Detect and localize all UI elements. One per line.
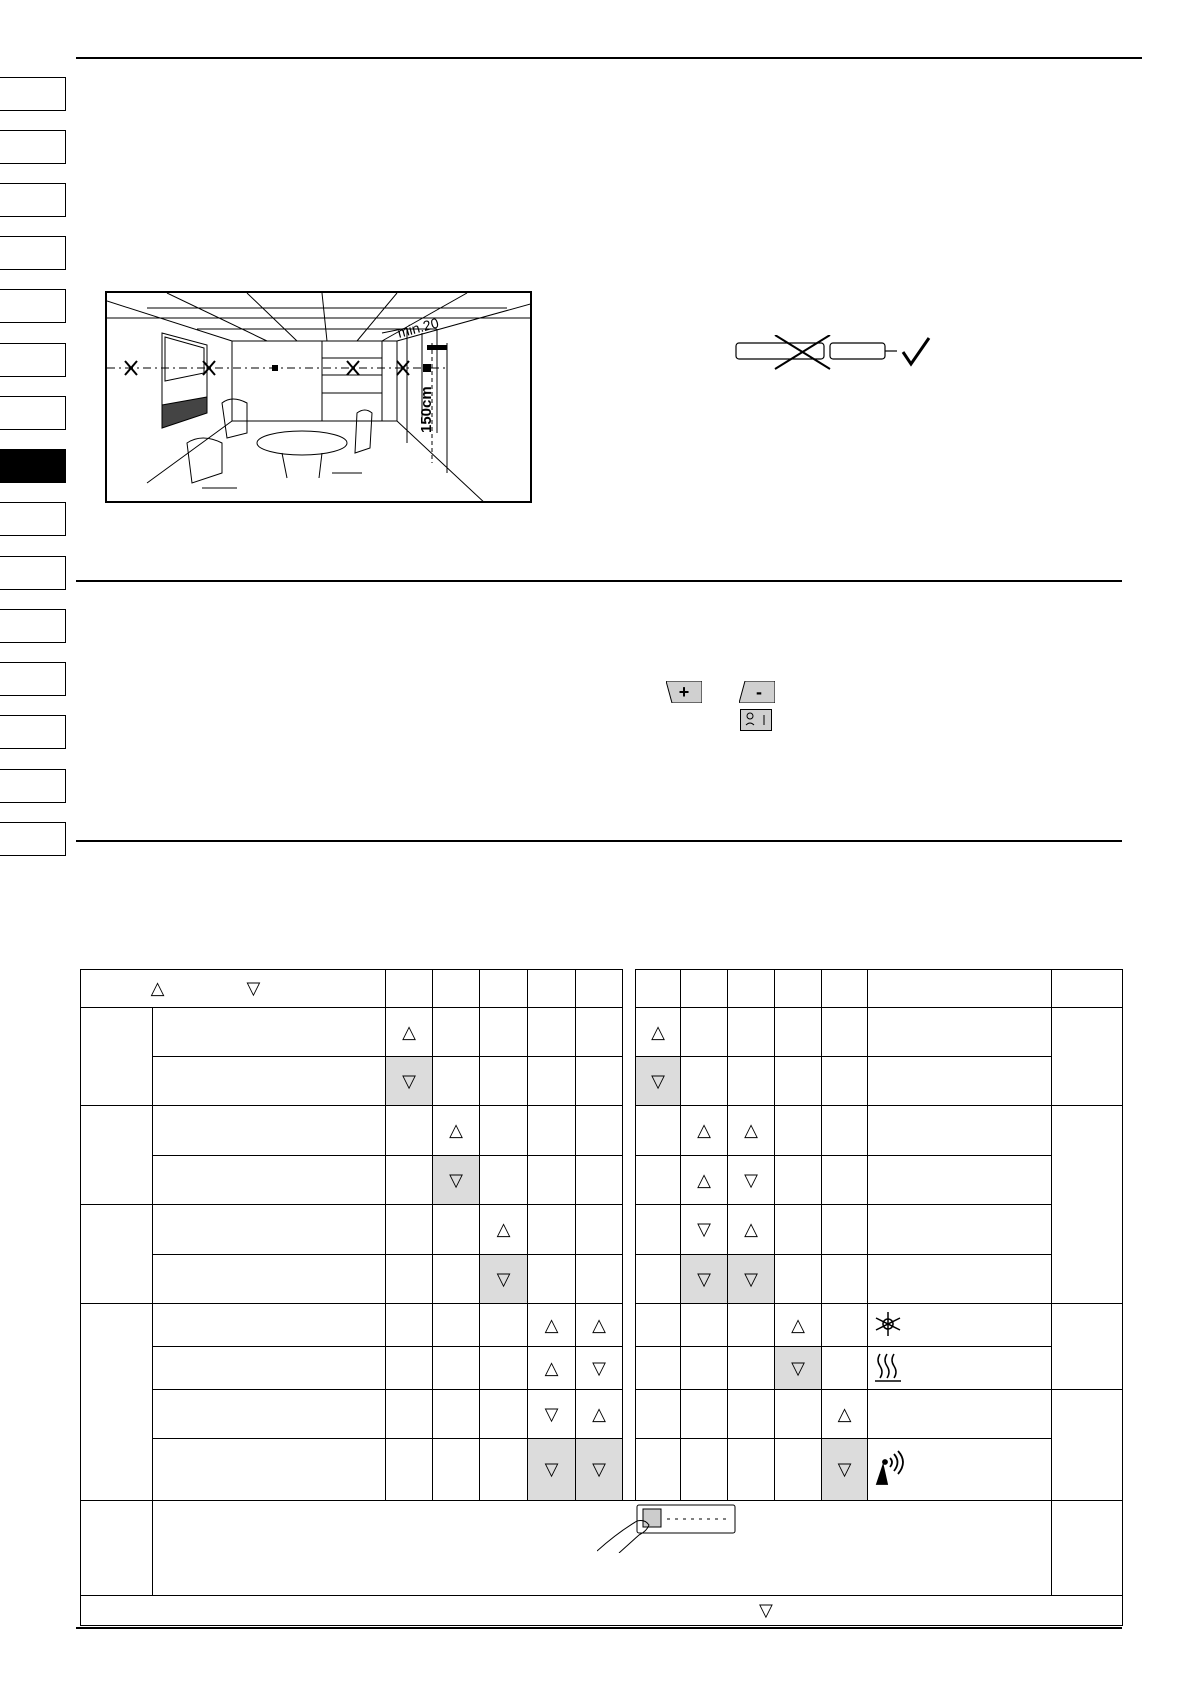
header-up-triangle: △ [150, 978, 165, 999]
side-tab-8-active[interactable] [0, 449, 66, 483]
plus-key-icon [666, 681, 702, 703]
mode-key-icon [740, 709, 772, 731]
bottom-rule [76, 1627, 1122, 1629]
checkmark-icon [903, 338, 929, 364]
side-tab-2[interactable] [0, 130, 66, 164]
top-rule [76, 57, 1142, 59]
function-table [80, 969, 1123, 1626]
section-rule-1 [76, 580, 1122, 582]
hand-pressing-button-illustration [597, 1503, 737, 1553]
side-tab-11[interactable] [0, 609, 66, 643]
side-tab-4[interactable] [0, 236, 66, 270]
side-tab-5[interactable] [0, 289, 66, 323]
side-tab-1[interactable] [0, 77, 66, 111]
table-row: ▽ ▽ ▽ [81, 1255, 1123, 1304]
height-label: 150cm [418, 386, 435, 433]
table-row: △ △ △ [81, 1304, 1123, 1347]
table-row: ▽ ▽ ▽ [81, 1439, 1123, 1501]
table-footer-row [81, 1596, 1123, 1626]
svg-text:+: + [678, 682, 690, 702]
section-rule-2 [76, 840, 1122, 842]
side-tab-13[interactable] [0, 715, 66, 749]
table-row [81, 1501, 1123, 1596]
side-tab-15[interactable] [0, 822, 66, 856]
minus-key-icon [739, 681, 775, 703]
heating-icon [868, 1347, 1052, 1390]
snowflake-icon [868, 1304, 1052, 1347]
sensor-cable-illustration [735, 335, 940, 370]
side-tab-3[interactable] [0, 183, 66, 217]
side-tab-9[interactable] [0, 502, 66, 536]
svg-text:-: - [756, 682, 762, 702]
table-row: ▽ △ ▽ [81, 1156, 1123, 1205]
room-installation-illustration [105, 291, 532, 503]
side-tab-10[interactable] [0, 556, 66, 590]
side-tab-14[interactable] [0, 769, 66, 803]
table-row: △ △ △ [81, 1106, 1123, 1156]
radio-signal-icon [868, 1439, 1052, 1501]
table-row: ▽ ▽ [81, 1057, 1123, 1106]
table-header-row [81, 970, 1123, 1008]
min-distance-label: min.20 [395, 314, 441, 341]
side-tab-12[interactable] [0, 662, 66, 696]
side-tab-7[interactable] [0, 396, 66, 430]
footer-down-triangle: ▽ [759, 1600, 773, 1621]
room-drawing [107, 293, 532, 503]
header-down-triangle: ▽ [246, 978, 261, 999]
table-row: △ △ [81, 1008, 1123, 1057]
table-row: △ ▽ ▽ [81, 1347, 1123, 1390]
table-row: △ ▽ △ [81, 1205, 1123, 1255]
table-row: ▽ △ △ [81, 1390, 1123, 1439]
side-tab-6[interactable] [0, 343, 66, 377]
header-cell [81, 970, 386, 1008]
